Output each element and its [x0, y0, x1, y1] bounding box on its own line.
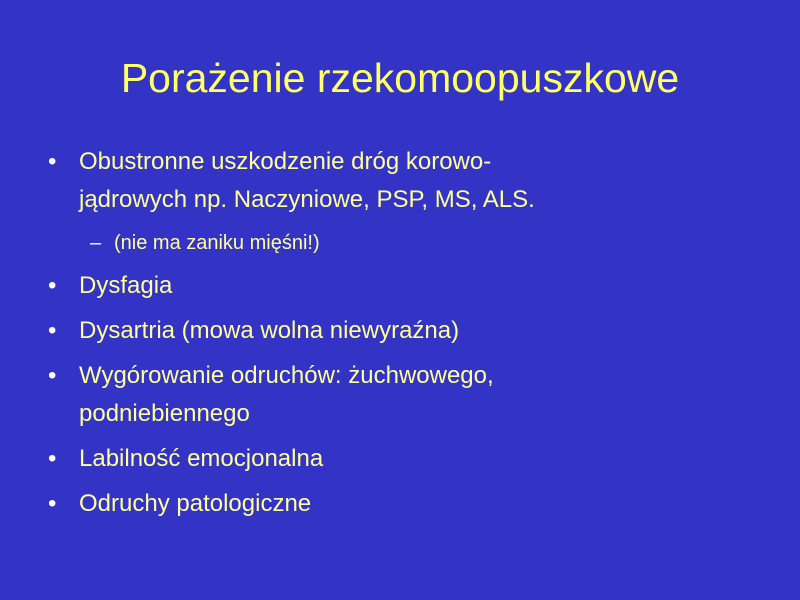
bullet-text: Dysartria (mowa wolna niewyraźna)	[79, 317, 460, 344]
bullet-dot-icon: •	[48, 362, 57, 389]
bullet-text: Labilność emocjonalna	[79, 445, 324, 472]
bullet-dot-icon: •	[48, 148, 57, 175]
sub-bullet-text: (nie ma zaniku mięśni!)	[114, 232, 320, 254]
bullet-dot-icon: •	[48, 490, 57, 517]
bullet-text: Dysfagia	[79, 272, 173, 299]
bullet-dot-icon: •	[48, 445, 57, 472]
bullet-text-line2: podniebiennego	[79, 400, 250, 427]
bullet-text: Odruchy patologiczne	[79, 490, 312, 517]
dash-icon: –	[90, 232, 102, 254]
slide-title: Porażenie rzekomoopuszkowe	[120, 55, 680, 101]
bullet-text-line2: jądrowych np. Naczyniowe, PSP, MS, ALS.	[79, 186, 535, 213]
bullet-dot-icon: •	[48, 317, 57, 344]
bullet-dot-icon: •	[48, 272, 57, 299]
bullet-text-line1: Obustronne uszkodzenie dróg korowo-	[79, 148, 492, 175]
bullet-text-line1: Wygórowanie odruchów: żuchwowego,	[79, 362, 494, 389]
